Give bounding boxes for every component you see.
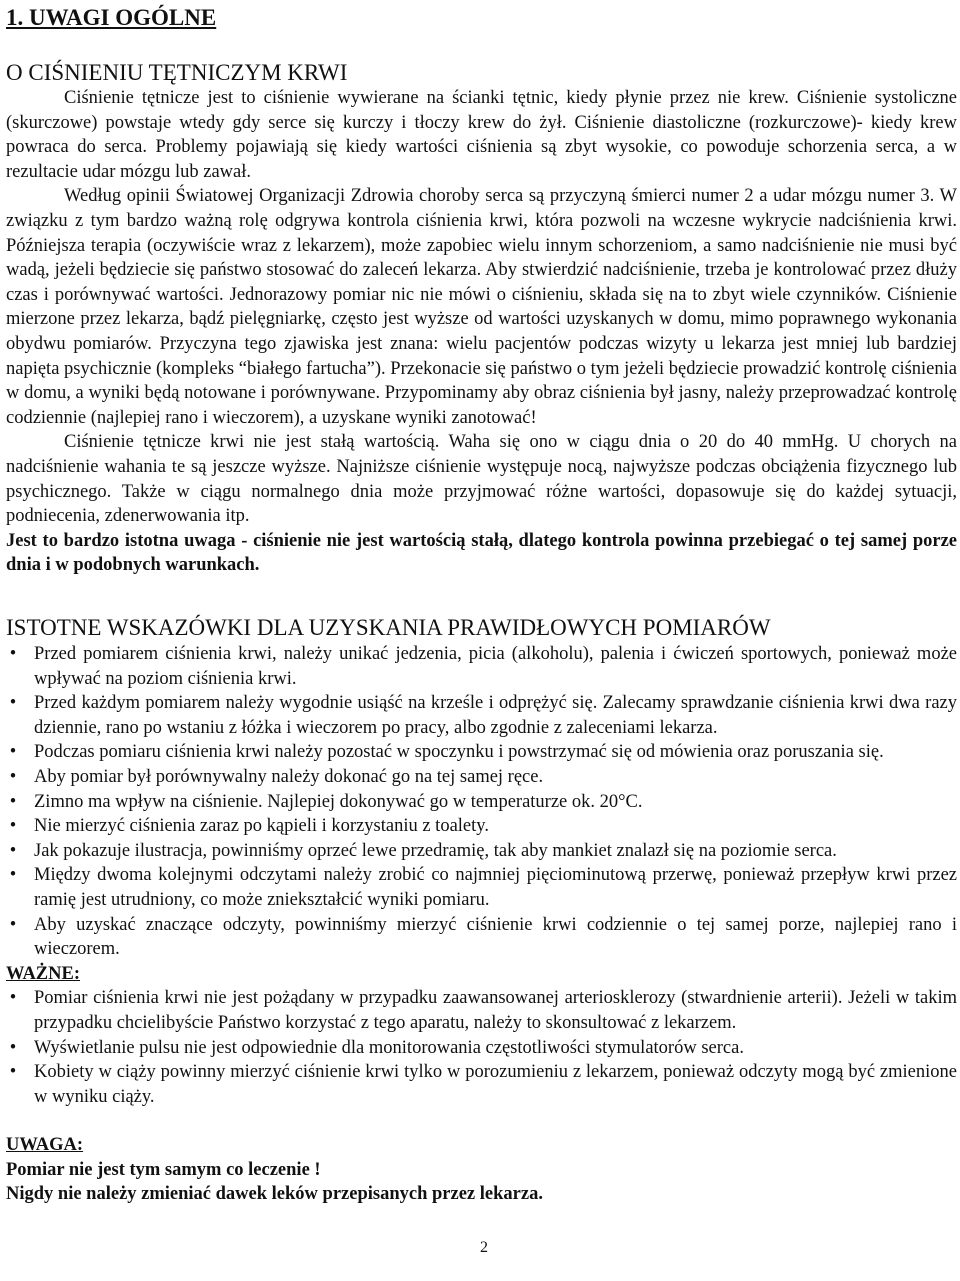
paragraph-3: Ciśnienie tętnicze krwi nie jest stałą wartością. Waha się ono w ciągu dnia o 20 do 40 mmHg. U chorych na nadciśnienie wahania te są jeszcze wyższe. Najniższe ciśnienie występuje nocą, najwyższe podczas obciążenia fizycznego lub psychicznego. Także w ciągu normalnego dnia może przyjmować różne wartości, dopasowuje się do każdej sytuacji, podniecenia, zdenerwowania itp. xyxy=(6,432,957,527)
section-body xyxy=(6,86,957,578)
bullet-icon: • xyxy=(9,914,17,935)
chapter-heading: 1. UWAGI OGÓLNE xyxy=(6,5,217,30)
list-item: • Aby pomiar był porównywalny należy dokonać go na tej samej ręce. xyxy=(6,765,957,790)
warning-line-2: Nigdy nie należy zmieniać dawek leków przepisanych przez lekarza. xyxy=(6,1184,543,1205)
list-item: • Kobiety w ciąży powinny mierzyć ciśnienie krwi tylko w porozumieniu z lekarzem, ponieważ odczyty mogą być zmienione w wyniku ciąży. xyxy=(6,1060,957,1109)
list-item: • Między dwoma kolejnymi odczytami należy zrobić co najmniej pięciominutową przerwę, ponieważ przepływ krwi przez ramię jest utrudniony, co może zniekształcić wyniki pomiaru. xyxy=(6,863,957,912)
bullet-icon: • xyxy=(9,644,17,664)
bullet-icon: • xyxy=(9,865,17,886)
spacer xyxy=(6,1109,957,1133)
list-item: • Podczas pomiaru ciśnienia krwi należy pozostać w spoczynku i powstrzymać się od mówienia oraz poruszania się. xyxy=(6,740,957,765)
list-item: • Pomiar ciśnienia krwi nie jest pożądany w przypadku zaawansowanej arteriosklerozy (stwardnienie arterii). Jeżeli w takim przypadku chcielibyście Państwo korzystać z tego aparatu, należy to skonsultować z lekarzem. xyxy=(6,986,957,1035)
paragraph-2: Według opinii Światowej Organizacji Zdrowia choroby serca są przyczyną śmierci numer 2 a udar mózgu numer 3. W związku z tym bardzo ważną rolę odgrywa kontrola ciśnienia krwi, która pozwoli na wczesne wykrycie nadciśnienia krwi. Późniejsza terapia (oczywiście wraz z lekarzem), może zapobiec wielu innym schorzeniom, a samo nadciśnienie nie musi być wadą, jeżeli będziecie się państwo stosować do zaleceń lekarza. Aby stwierdzić nadciśnienie, trzeba je kontrolować przez dłuży czas i porównywać wartości. Jednorazowy pomiar nic nie mówi o ciśnieniu, składa się na to zbyt wiele czynników. Ciśnienie mierzone przez lekarza, bądź pielęgniarkę, często jest wyższe od wartości uzyskanych w domu, mimo poprawnego wykonania obydwu pomiarów. Przyczyna tego zjawiska jest znana: wielu pacjentów podczas wizyty u lekarza jest mniej lub bardziej napięta psychicznie (kompleks “białego fartucha”). Przekonacie się państwo o tym jeżeli będziecie prowadzić kontrolę ciśnienia w domu, a wyniki będą notowane i porównywane. Przypominamy aby obraz ciśnienia był jasny, należy przeprowadzać kontrolę codziennie (najlepiej rano i wieczorem), a uzyskane wyniki zanotować! xyxy=(6,186,957,428)
tips-title: ISTOTNE WSKAZÓWKI DLA UZYSKANIA PRAWIDŁOWYCH POMIARÓW xyxy=(6,615,771,640)
warning-label: UWAGA: xyxy=(6,1135,84,1156)
paragraph-1: Ciśnienie tętnicze jest to ciśnienie wywierane na ścianki tętnic, kiedy płynie przez nie krew. Ciśnienie systoliczne (skurczowe) powstaje wtedy gdy serce się kurczy i tłoczy krew do żył. Ciśnienie diastoliczne (rozkurczowe)- kiedy krew powraca do serca. Problemy pojawiają się kiedy wartości ciśnienia są zbyt wysokie, co powoduje schorzenia serca, a w rezultacie udar mózgu lub zawał. xyxy=(6,88,957,182)
important-label: WAŻNE: xyxy=(6,963,81,984)
bullet-icon: • xyxy=(9,1037,17,1058)
list-item: • Przed każdym pomiarem należy wygodnie usiąść na krześle i odprężyć się. Zalecamy sprawdzanie ciśnienia krwi dwa razy dziennie, rano po wstaniu z łóżka i wieczorem po pracy, albo zgodnie z zaleceniami lekarza. xyxy=(6,691,957,740)
bullet-icon: • xyxy=(9,791,17,812)
bullet-icon: • xyxy=(9,840,17,861)
warning-line-1: Pomiar nie jest tym samym co leczenie ! xyxy=(6,1159,321,1180)
list-item: • Aby uzyskać znaczące odczyty, powinniśmy mierzyć ciśnienie krwi codziennie o tej samej porze, najlepiej rano i wieczorem. xyxy=(6,913,957,962)
page-number: 2 xyxy=(480,1239,488,1256)
bullet-icon: • xyxy=(9,816,17,837)
important-list xyxy=(6,986,957,1109)
bullet-icon: • xyxy=(9,766,17,787)
tips-list xyxy=(6,642,957,962)
bullet-icon: • xyxy=(9,1062,17,1083)
list-item: • Nie mierzyć ciśnienia zaraz po kąpieli i korzystaniu z toalety. xyxy=(6,814,957,839)
list-item: • Wyświetlanie pulsu nie jest odpowiednie dla monitorowania częstotliwości stymulatorów serca. xyxy=(6,1036,957,1061)
bullet-icon: • xyxy=(9,693,17,714)
list-item: • Przed pomiarem ciśnienia krwi, należy unikać jedzenia, picia (alkoholu), palenia i ćwiczeń sportowych, ponieważ może wpływać na poziom ciśnienia krwi. xyxy=(6,642,957,691)
bold-note: Jest to bardzo istotna uwaga - ciśnienie nie jest wartością stałą, dlatego kontrola powinna przebiegać o tej samej porze dnia i w podobnych warunkach. xyxy=(6,530,957,576)
list-item: • Zimno ma wpływ na ciśnienie. Najlepiej dokonywać go w temperaturze ok. 20°C. xyxy=(6,790,957,815)
list-item: • Jak pokazuje ilustracja, powinniśmy oprzeć lewe przedramię, tak aby mankiet znalazł się na poziomie serca. xyxy=(6,839,957,864)
tips-list-block xyxy=(6,642,957,1207)
section-title: O CIŚNIENIU TĘTNICZYM KRWI xyxy=(6,60,348,85)
bullet-icon: • xyxy=(9,988,17,1009)
bullet-icon: • xyxy=(9,742,17,763)
